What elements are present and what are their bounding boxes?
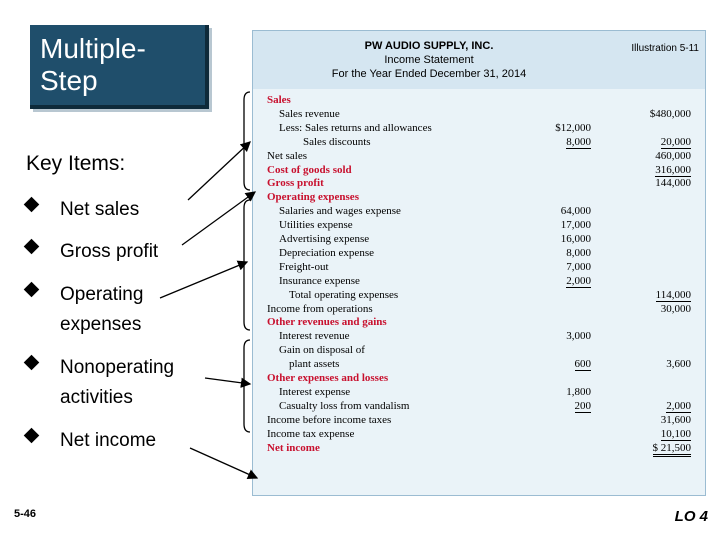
statement-body [253, 89, 705, 495]
bracket-operating [244, 200, 250, 330]
statement-row [253, 442, 705, 456]
row-amount-col1: 2,000 [566, 274, 591, 287]
bullet-text: Net income [60, 430, 157, 451]
page-number: 5-46 [14, 508, 37, 520]
row-amount-col1: 8,000 [566, 135, 591, 148]
row-amount-col1: 16,000 [560, 233, 591, 245]
learning-objective-label: LO 4 [674, 508, 708, 525]
row-label: Casualty loss from vandalism [279, 399, 410, 412]
row-amount-col1: 200 [574, 399, 591, 412]
statement-row [253, 108, 705, 122]
illustration-label: Illustration 5-11 [631, 43, 699, 54]
row-label: Other expenses and losses [267, 372, 389, 384]
row-amount-col2: 10,100 [660, 427, 691, 440]
row-amount-col1: $12,000 [555, 121, 591, 134]
row-label: Advertising expense [279, 233, 370, 245]
bracket-nonoperating [244, 340, 250, 432]
row-label: Net sales [267, 149, 308, 162]
row-amount-col1: 17,000 [560, 219, 591, 232]
diamond-bullet-icon [24, 239, 40, 255]
statement-row [253, 358, 705, 372]
statement-header [253, 31, 705, 89]
statement-row [253, 372, 705, 386]
slide-title-box [30, 25, 209, 109]
statement-row [253, 303, 705, 317]
row-label: Gain on disposal of [279, 344, 365, 357]
row-label: Depreciation expense [279, 246, 374, 259]
row-amount-col1: 8,000 [566, 246, 591, 259]
row-amount-col2: 30,000 [660, 302, 691, 315]
row-label: plant assets [289, 358, 340, 371]
statement-title: Income Statement [384, 54, 474, 66]
row-amount-col2: 144,000 [655, 177, 691, 190]
statement-row [253, 316, 705, 330]
row-amount-col2: $ 21,500 [653, 442, 692, 457]
key-items-label: Key Items: [26, 152, 126, 175]
arrow-net-sales [188, 142, 250, 200]
bullet-text: Gross profit [60, 241, 159, 262]
row-amount-col1: 1,800 [566, 385, 591, 398]
row-amount-col2: 31,600 [660, 413, 691, 426]
row-amount-col1: 7,000 [566, 260, 591, 273]
row-label: Interest expense [279, 385, 351, 398]
statement-row [253, 233, 705, 247]
diamond-bullet-icon [24, 197, 40, 213]
slide-title: Multiple-Step [40, 33, 146, 96]
row-label: Cost of goods sold [267, 163, 352, 176]
statement-period: For the Year Ended December 31, 2014 [331, 68, 527, 80]
row-label: Less: Sales returns and allowances [279, 121, 432, 134]
company-name: PW AUDIO SUPPLY, INC. [364, 40, 494, 52]
row-amount-col2: 316,000 [655, 163, 691, 176]
statement-row [253, 164, 705, 178]
statement-row [253, 177, 705, 191]
statement-row [253, 414, 705, 428]
statement-row [253, 219, 705, 233]
row-label: Insurance expense [279, 274, 360, 287]
statement-row [253, 150, 705, 164]
bullet-text: Nonoperating activities [60, 357, 175, 408]
statement-row [253, 122, 705, 136]
row-amount-col2: 20,000 [660, 135, 691, 148]
statement-row [253, 386, 705, 400]
bracket-sales [244, 92, 250, 190]
row-amount-col1: 600 [574, 358, 591, 371]
row-label: Sales discounts [303, 135, 371, 148]
statement-row [253, 330, 705, 344]
diamond-bullet-icon [24, 282, 40, 298]
statement-row [253, 94, 705, 108]
row-label: Income tax expense [267, 427, 355, 440]
statement-row [253, 344, 705, 358]
row-amount-col2: $480,000 [649, 107, 691, 120]
row-label: Utilities expense [279, 219, 353, 232]
arrow-nonoperating [205, 378, 250, 384]
statement-row [253, 136, 705, 150]
row-label: Freight-out [279, 260, 329, 273]
row-amount-col2: 3,600 [666, 358, 691, 371]
row-label: Income from operations [267, 302, 373, 315]
row-label: Gross profit [267, 177, 324, 190]
statement-row [253, 428, 705, 442]
statement-row [253, 261, 705, 275]
row-amount-col2: 114,000 [655, 288, 691, 301]
diamond-bullet-icon [24, 355, 40, 371]
row-label: Total operating expenses [289, 288, 399, 301]
statement-row [253, 400, 705, 414]
statement-row [253, 289, 705, 303]
row-label: Sales [267, 94, 291, 106]
row-label: Salaries and wages expense [279, 205, 401, 218]
row-amount-col2: 2,000 [666, 399, 691, 412]
statement-row [253, 191, 705, 205]
row-amount-col1: 3,000 [566, 330, 591, 343]
row-label: Other revenues and gains [267, 316, 387, 329]
statement-row [253, 275, 705, 289]
bullet-text: Net sales [60, 199, 140, 220]
row-label: Sales revenue [279, 107, 340, 120]
bullet-text: Operating expenses [60, 284, 144, 335]
row-label: Income before income taxes [267, 413, 392, 426]
row-amount-col2: 460,000 [655, 149, 691, 162]
diamond-bullet-icon [24, 428, 40, 444]
row-label: Interest revenue [279, 330, 350, 343]
row-label: Operating expenses [267, 191, 359, 204]
statement-row [253, 205, 705, 219]
income-statement [252, 30, 706, 496]
arrow-operating [160, 262, 247, 298]
row-label: Net income [267, 441, 320, 454]
row-amount-col1: 64,000 [560, 205, 591, 218]
statement-row [253, 247, 705, 261]
